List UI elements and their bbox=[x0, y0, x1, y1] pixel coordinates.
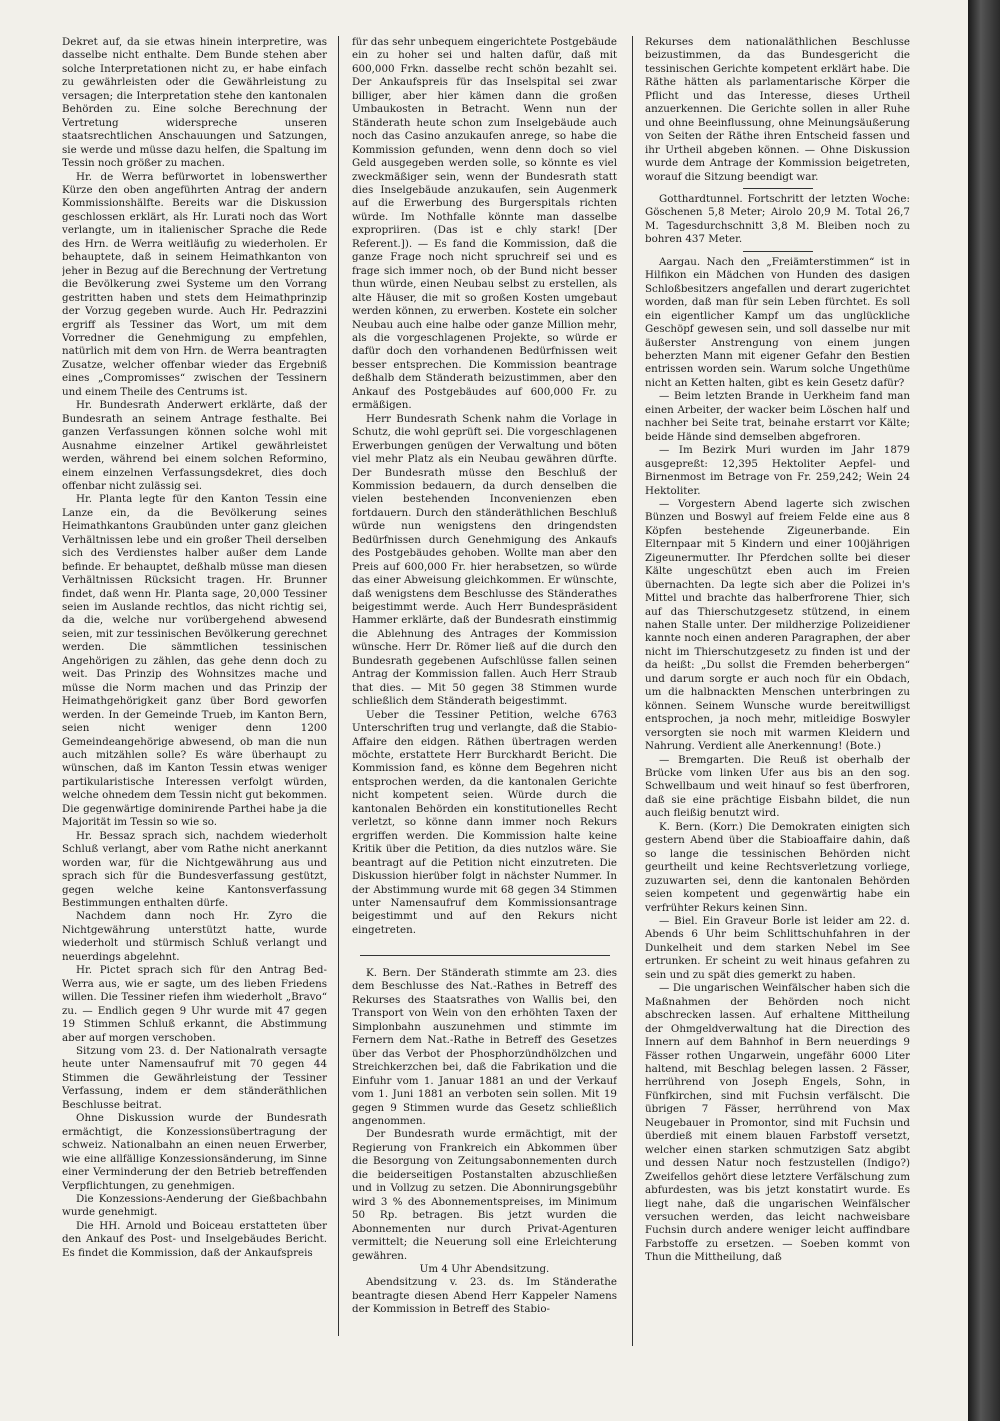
paragraph: Der Bundesrath wurde ermächtigt, mit der Regierung von Frankreich ein Abkommen über die Besorgung von Zeitungsabonnementen durch die beiderseitigen Postanstalten abzuschließen und in Vollzug zu setzen. Die Abonnirungsgebühr wird 3 % des Abonnementspreises, im Minimum 50 Rp. betragen. Bis jetzt wurden die Abonnementen nur durch Privat-Agenturen vermittelt; die Neuerung soll eine Erleichterung gewähren. bbox=[352, 1128, 617, 1262]
paragraph: Hr. Pictet sprach sich für den Antrag Bed-Werra aus, wie er sagte, um des lieben Friedens willen. Die Tessiner riefen ihm wiederholt „Bravo“ zu. — Endlich gegen 9 Uhr wurde mit 47 gegen 19 Stimmen Schluß erkannt, die Abstimmung aber auf morgen verschoben. bbox=[62, 964, 327, 1044]
paragraph: — Die ungarischen Weinfälscher haben sich die Maßnahmen der Behörden noch nicht abschrecken lassen. Auf erhaltene Mittheilung der Ohmgeldverwaltung hat die Direction des Innern auf dem Bahnhof in Bern neuerdings 9 Fässer rothen Ungarwein, ungefähr 6000 Liter haltend, mit Beschlag belegen lassen. 2 Fässer, herrührend von Joseph Engels, Sohn, in Fünfkirchen, sind mit Fuchsin verfälscht. Die übrigen 7 Fässer, herrührend von Max Neugebauer in Promontor, sind mit Fuchsin und überdieß mit einem blauen Farbstoff versetzt, welcher einen starken schmutzigen Satz abgibt und dessen Natur noch festzustellen (Indigo?) Zweifellos gehört diese letztere Verfälschung zum abfurdesten, was bis jetzt konstatirt wurde. Es liegt nahe, daß die ungarischen Weinfälscher versuchen werden, das leicht nachweisbare Fuchsin durch andere weniger leicht auffindbare Farbstoffe zu ersetzen. — Soeben kommt von Thun die Mittheilung, daß bbox=[645, 982, 910, 1264]
paragraph: Gotthardtunnel. Fortschritt der letzten Woche: Göschenen 5,8 Meter; Airolo 20,9 M. Total 26,7 M. Tagesdurchschnitt 3,8 M. Bleiben noch zu bohren 437 Meter. bbox=[645, 192, 910, 246]
short-rule bbox=[743, 251, 813, 252]
paragraph: Die HH. Arnold und Boiceau erstatteten über den Ankauf des Post- und Inselgebäudes Bericht. Es findet die Kommission, daß der Ankaufspreis bbox=[62, 1219, 327, 1259]
paragraph: — Beim letzten Brande in Uerkheim fand man einen Arbeiter, der wacker beim Löschen half und nachher bei Seite trat, beinahe erstarrt vor Kälte; beide Hände sind demselben abgefroren. bbox=[645, 390, 910, 443]
paragraph: Ueber die Tessiner Petition, welche 6763 Unterschriften trug und verlangte, daß die Stabio-Affaire den eidgen. Räthen übertragen werden möchte, erstattete Herr Burckhardt Bericht. Die Kommission fand, es könne dem Begehren nicht entsprochen werden, da die kantonalen Gerichte nicht kompetent seien. Würde durch die kantonalen Behörden ein konstitutionelles Recht verletzt, so könne dann immer noch Rekurs ergriffen werden. Die Kommission halte keine Kritik über die Petition, da dies nutzlos wäre. Sie beantragt auf die Petition nicht einzutreten. Die Diskussion hierüber folgt in nächster Nummer. In der Abstimmung wurde mit 68 gegen 34 Stimmen unter Namensaufruf dem Kommissionsantrage beigestimmt und auf den Rekurs nicht eingetreten. bbox=[352, 708, 617, 936]
paragraph: Aargau. Nach den „Freiämterstimmen“ ist in Hilfikon ein Mädchen von Hunden des dasigen Schloßbesitzers angefallen und derart zugerichtet worden, daß man für sein Leben fürchtet. Es soll ein eigentlicher Kampf um das unglückliche Geschöpf gewesen sein, und soll dasselbe nur mit äußerster Anstrengung von einem jungen beherzten Mann mit eigener Gefahr den Bestien entrissen worden sein. Warum solche Ungethüme nicht an Ketten halten, gibt es kein Gesetz dafür? bbox=[645, 255, 910, 389]
column-right bbox=[645, 36, 910, 1346]
column-middle-bottom bbox=[352, 967, 617, 1347]
paragraph: K. Bern. Der Ständerath stimmte am 23. dies dem Beschlusse des Nat.-Rathes in Betreff des Rekurses des Staatsrathes von Wallis bei, den Transport von Wein von den erhöhten Taxen der Simplonbahn auszunehmen und stimmte im Fernern dem Nat.-Rathe in Betreff des Gesetzes über das Verbot der Phosphorzündhölzchen und Streichkerzchen bei, daß die Fabrikation und die Einfuhr vom 1. Januar 1881 an und der Verkauf vom 1. Juni 1881 an verboten sein sollen. Mit 19 gegen 9 Stimmen wurde das Gesetz schließlich angenommen. bbox=[352, 967, 617, 1127]
paragraph: Dekret auf, da sie etwas hinein interpretire, was dasselbe nicht enthalte. Dem Bunde stehen aber solche Interpretationen nicht zu, er habe einfach zu gewährleisten oder die Gewährleistung zu versagen; die Interpretation stehe den kantonalen Behörden zu. Eine solche Berechnung der Vertretung widerspreche unseren staatsrechtlichen Anschauungen und Satzungen, sie werde und müsse dazu helfen, die Spaltung im Tessin noch größer zu machen. bbox=[62, 36, 327, 170]
paragraph: Hr. Planta legte für den Kanton Tessin eine Lanze ein, da die Bevölkerung seines Heimathkantons Graubünden unter ganz gleichen Verhältnissen lebe und ein großer Theil derselben sich des Verdienstes halber außer dem Lande befinde. Er behauptet, deßhalb müsse man diesen Verhältnissen Rücksicht tragen. Hr. Brunner findet, daß wenn Hr. Planta sage, 20,000 Tessiner seien im Auslande rechtlos, das nicht richtig sei, da die, welche nur vorübergehend abwesend seien, mit zur tessinischen Bevölkerung gerechnet werden. Die sämmtlichen tessinischen Angehörigen zu zählen, das gehe denn doch zu weit. Das Prinzip des Wohnsitzes mache und müsse die Norm machen und das Prinzip der Heimathgehörigkeit ganz über Bord geworfen werden. In der Gemeinde Trueb, im Kanton Bern, seien nicht weniger denn 1200 Gemeindeangehörige abwesend, ob man die nun auch mitzählen solle? Es wäre überhaupt zu wünschen, daß im Kanton Tessin etwas weniger partikularistische Interessen verfolgt würden, welche ohnedem dem Tessin nicht gut bekommen. Die gegenwärtige dominirende Parthei habe ja die Majorität im Tessin so wie so. bbox=[62, 493, 327, 829]
paragraph: Hr. Bundesrath Anderwert erklärte, daß der Bundesrath an seinem Antrage festhalte. Bei ganzen Verfassungen können solche wohl mit Ausnahme einzelner Artikel gewährleistet werden, während bei einem solchen Reformino, einem einzelnen Verfassungsdekret, dies doch offenbar nicht zulässig sei. bbox=[62, 399, 327, 492]
column-left bbox=[62, 36, 327, 1316]
paragraph: Herr Bundesrath Schenk nahm die Vorlage in Schutz, die wohl geprüft sei. Die vorgeschlagenen Erwerbungen genügen der Verwaltung und böten viel mehr Platz als ein Neubau gewähren dürfte. Der Bundesrath müsse den Beschluß der Kommission bedauern, da durch denselben die vielen bestehenden Inconvenienzen eben fortdauern. Durch den ständeräthlichen Beschluß würde nun wenigstens den dringendsten Bedürfnissen durch Genehmigung des Ankaufs des Postgebäudes gehoben. Wollte man aber den Preis auf 600,000 Fr. hier herabsetzen, so würde das einer Abweisung gleichkommen. Er wünschte, daß wenigstens dem Beschlusse des Ständerathes beigestimmt werde. Auch Herr Bundespräsident Hammer erklärte, daß der Bundesrath einstimmig die Ablehnung des Antrages der Kommission wünsche. Herr Dr. Römer ließ auf die durch den Bundesrath gegebenen Aufschlüsse fallen seinen Antrag der Kommission fallen. Auch Herr Straub that dies. — Mit 50 gegen 38 Stimmen wurde schließlich dem Ständerath beigestimmt. bbox=[352, 412, 617, 708]
column-middle-top bbox=[352, 36, 617, 936]
section-divider bbox=[360, 955, 610, 956]
paragraph: für das sehr unbequem eingerichtete Postgebäude ein zu hoher sei und halten dafür, daß mit 600,000 Frkn. dasselbe recht schön bezahlt sei. Der Ankaufspreis für das Inselspital sei zwar billiger, aber hier kämen dann die großen Umbaukosten in Betracht. Wenn nun der Ständerath heute schon zum Inselgebäude auch noch das Casino anzukaufen anrege, so habe die Kommission gefunden, wenn denn doch so viel Geld ausgegeben werden solle, so könnte es viel zweckmäßiger sein, wenn der Bundesrath statt dies Inselgebäude anzukaufen, sein Augenmerk auf die Erwerbung des Burgerspitals richten würde. Im Nothfalle könnte man dasselbe expropriiren. (Das ist e chly stark! [Der Referent.]). — Es fand die Kommission, daß die ganze Frage noch nicht spruchreif sei und es frage sich immer noch, ob der Bund nicht besser thun würde, einen Neubau selbst zu erstellen, als alte Häuser, die mit so großen Kosten umgebaut werden können, zu erwerben. Kostete ein solcher Neubau auch eine halbe oder ganze Million mehr, als die vorgeschlagenen Projekte, so würde er dafür doch den vorhandenen Bedürfnissen weit besser entsprechen. Die Kommission beantrage deßhalb dem Ständerath beizustimmen, aber den Ankauf des Postgebäudes auf 600,000 Fr. zu ermäßigen. bbox=[352, 36, 617, 412]
paragraph: Um 4 Uhr Abendsitzung. bbox=[419, 1262, 550, 1275]
column-divider bbox=[338, 36, 339, 1336]
paragraph: Hr. Bessaz sprach sich, nachdem wiederholt Schluß verlangt, aber vom Rathe nicht anerkannt worden war, für die Nichtgewährung aus und sprach sich für die Bundesverfassung gestützt, gegen welche keine Kantonsverfassung Bestimmungen enthalten dürfe. bbox=[62, 829, 327, 909]
paragraph: Die Konzessions-Aenderung der Gießbachbahn wurde genehmigt. bbox=[62, 1192, 327, 1219]
paragraph: Sitzung vom 23. d. Der Nationalrath versagte heute unter Namensaufruf mit 70 gegen 44 Stimmen die Gewährleistung der Tessiner Verfassung, indem er dem ständeräthlichen Beschlusse beitrat. bbox=[62, 1044, 327, 1111]
page-edge-shadow bbox=[968, 0, 1000, 1421]
paragraph: Ohne Diskussion wurde der Bundesrath ermächtigt, die Konzessionsübertragung der schweiz. Nationalbahn an einen neuen Erwerber, wie eine allfällige Konzessionsänderung, im Sinne einer Verminderung der den Betrieb betreffenden Verpflichtungen, zu genehmigen. bbox=[62, 1112, 327, 1192]
paragraph: — Bremgarten. Die Reuß ist oberhalb der Brücke vom linken Ufer aus bis an den sog. Schwellbaum und weit hinauf so fest überfroren, daß sie eine prächtige Eisbahn bildet, die nun auch fleißig benutzt wird. bbox=[645, 753, 910, 820]
short-rule bbox=[743, 188, 813, 189]
paragraph: — Biel. Ein Graveur Borle ist leider am 22. d. Abends 6 Uhr beim Schlittschuhfahren in der Dunkelheit und dem starken Nebel im See ertrunken. Er scheint zu weit hinaus gefahren zu sein und zu spät dies gemerkt zu haben. bbox=[645, 915, 910, 981]
paragraph: Abendsitzung v. 23. ds. Im Ständerathe beantragte diesen Abend Herr Kappeler Namens der Kommission in Betreff des Stabio- bbox=[352, 1276, 617, 1316]
paragraph: Hr. de Werra befürwortet in lobenswerther Kürze den oben angeführten Antrag der andern Kommissionshälfte. Bereits war die Diskussion geschlossen erklärt, als Hr. Lurati noch das Wort verlangte, um in italienischer Sprache die Rede des Hrn. de Werra weitläufig zu wiederholen. Er behauptete, daß in seinem Heimathkanton von jeher in Bezug auf die Berechnung der Vertretung die Bevölkerung zwei Systeme um den Vorrang gestritten haben und stets dem Heimathprinzip der Vorzug gegeben wurde. Auch Hr. Pedrazzini ergriff als Tessiner das Wort, um mit dem Vorredner die Genehmigung zu empfehlen, natürlich mit dem von Hrn. de Werra beantragten Zusatze, welcher offenbar wieder das Ergebniß eines „Compromisses“ zwischen der Tessinern und einem Theile des Centrums ist. bbox=[62, 170, 327, 398]
paragraph: K. Bern. (Korr.) Die Demokraten einigten sich gestern Abend über die Stabioaffaire dahin, daß so lange die tessinischen Behörden nicht geurtheilt und keine Rechtsverletzung vorliege, zuzuwarten sei, denn die kantonalen Behörden seien kompetent und gegenwärtig habe ein verfrühter Rekurs keinen Sinn. bbox=[645, 820, 910, 914]
column-divider bbox=[632, 36, 633, 1346]
paragraph: — Im Bezirk Muri wurden im Jahr 1879 ausgepreßt: 12,395 Hektoliter Aepfel- und Birnenmost im Betrage von Fr. 259,242; Wein 24 Hektoliter. bbox=[645, 444, 910, 497]
paragraph: — Vorgestern Abend lagerte sich zwischen Bünzen und Boswyl auf freiem Felde eine aus 8 Köpfen bestehende Zigeunerbande. Ein Elternpaar mit 5 Kindern und einer 100jährigen Zigeunermutter. Ihr Pferdchen sollte bei dieser Kälte ungeschützt eben auch im Freien übernachten. Da legte sich aber die Polizei in's Mittel und brachte das halberfrorene Thier, sich auf das Thierschutzgesetz stützend, in einem nahen Stalle unter. Der mildherzige Polizeidiener kannte noch einen anderen Paragraphen, der aber nicht im Thierschutzgesetz zu finden ist und der da heißt: „Du sollst die Fremden beherbergen“ und darum sorgte er auch noch für ein Obdach, um die halbnackten Menschen unterbringen zu können. Seinem Wunsche wurde bereitwilligst entsprochen, ja noch mehr, mitleidige Boswyler versorgten sie noch mit warmen Kleidern und Nahrung. Verdient alle Anerkennung! (Bote.) bbox=[645, 497, 910, 753]
paragraph: Rekurses dem nationaläthlichen Beschlusse beizustimmen, da das Bundesgericht die tessinischen Gerichte kompetent erklärt habe. Die Räthe hätten als parlamentarische Körper die Pflicht und das Interesse, dieses Urtheil anzuerkennen. Die Gerichte sollen in aller Ruhe und ohne Beeinflussung, ohne Meinungsäußerung von Seiten der Räthe ihren Entscheid fassen und ihr Urtheil abgeben können. — Ohne Diskussion wurde dem Antrage der Kommission beigetreten, worauf die Sitzung beendigt war. bbox=[645, 36, 910, 183]
paragraph: Nachdem dann noch Hr. Zyro die Nichtgewährung unterstützt hatte, wurde wiederholt und stürmisch Schluß verlangt und neuerdings abgelehnt. bbox=[62, 910, 327, 963]
